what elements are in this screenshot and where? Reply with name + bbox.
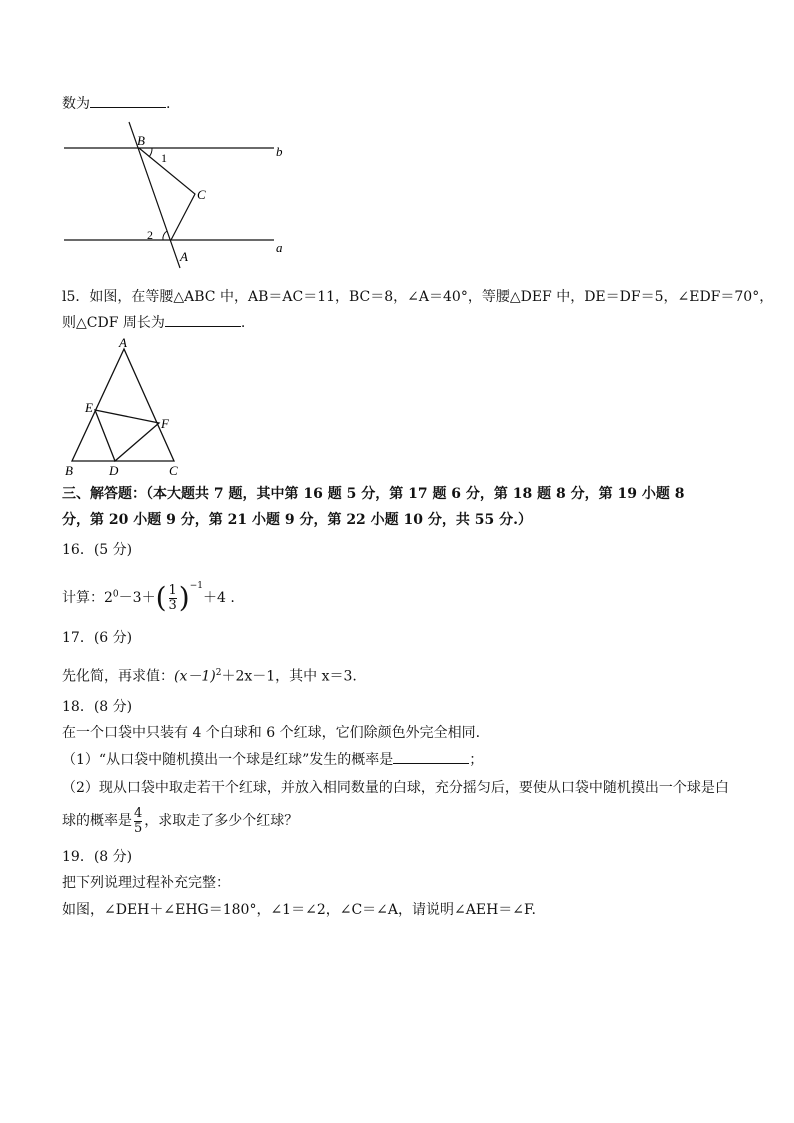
- q17-expr1: (x－1): [174, 668, 216, 685]
- q14-end: .: [166, 96, 171, 112]
- q18-part2-line1: （2）现从口袋中取走若干个红球，并放入相同数量的白球，充分摇匀后，要使从口袋中随机摸出一个球是白: [62, 780, 729, 796]
- q16-mid: －3＋: [118, 590, 156, 606]
- triangle-figure: [60, 334, 190, 482]
- q17-expr2: ＋2x－1，其中 x＝3.: [221, 668, 357, 685]
- label-A2: A: [119, 335, 127, 350]
- label-B2: B: [65, 463, 73, 478]
- q18-part1: [62, 749, 483, 770]
- parallel-lines-figure: [60, 118, 300, 270]
- q16-lparen: (: [155, 581, 167, 614]
- q16-num: 1: [168, 582, 177, 598]
- q18-fraction: [134, 807, 142, 836]
- q17-pre: 先化简，再求值：: [62, 668, 174, 685]
- q18-blank: [393, 749, 469, 764]
- q16-post: ＋4 .: [203, 590, 235, 606]
- q18-num: 4: [134, 805, 143, 821]
- angle2-arc: [163, 231, 167, 240]
- q19-line1: 把下列说理过程补充完整：: [62, 875, 230, 891]
- q18-p2-pre: 球的概率是: [62, 813, 132, 829]
- label-E: E: [85, 400, 93, 415]
- label-C: C: [197, 187, 206, 202]
- q15-blank: [165, 312, 241, 327]
- q15-prompt: 则△CDF 周长为: [62, 315, 165, 331]
- q16-pre: 计算：2: [62, 590, 113, 606]
- q18-p1-text: （1）“从口袋中随机摸出一个球是红球”发生的概率是: [62, 752, 394, 768]
- q16-header: 16．(5 分): [62, 542, 133, 558]
- q14-answer-line: [62, 93, 170, 114]
- q16-rparen: ): [178, 581, 190, 614]
- q16-expression: [62, 566, 235, 618]
- q19-line2: 如图，∠DEH＋∠EHG＝180°，∠1＝∠2，∠C＝∠A，请说明∠AEH＝∠F.: [62, 902, 536, 918]
- label-1: 1: [161, 151, 167, 165]
- section3-line2: 分，第 20 小题 9 分，第 21 小题 9 分，第 22 小题 10 分，共 55 分.）: [62, 512, 533, 528]
- q18-intro: 在一个口袋中只装有 4 个白球和 6 个红球，它们除颜色外完全相同.: [62, 725, 481, 741]
- q17-exp2: 2: [215, 668, 222, 678]
- path-BCA: [139, 148, 195, 240]
- q17-header: 17．(6 分): [62, 630, 133, 646]
- triangle-DEF: [95, 410, 159, 461]
- q16-exp0: 0: [112, 589, 119, 600]
- label-2: 2: [147, 228, 153, 242]
- q14-text: 数为: [62, 96, 90, 112]
- q15-line1: l5．如图，在等腰△ABC 中，AB＝AC＝11，BC＝8，∠A＝40°，等腰△DEF 中，DE＝DF＝5，∠EDF＝70°，: [62, 289, 774, 305]
- label-a: a: [276, 240, 283, 255]
- q14-blank: [90, 93, 166, 108]
- q16-den: 3: [168, 597, 177, 613]
- q18-den: 5: [134, 820, 143, 836]
- angle1-arc: [149, 148, 152, 157]
- label-F: F: [161, 416, 169, 431]
- label-B: B: [137, 133, 145, 148]
- section3-line1: 三、解答题：（本大题共 7 题，其中第 16 题 5 分，第 17 题 6 分，第 18 题 8 分，第 19 小题 8: [62, 486, 685, 502]
- q15-end: .: [240, 315, 246, 331]
- label-C2: C: [169, 463, 178, 478]
- q18-header: 18．(8 分): [62, 699, 133, 715]
- q16-fraction: [169, 584, 177, 613]
- q15-line2: [62, 312, 245, 333]
- label-b: b: [276, 144, 283, 159]
- q18-p2-post: ，求取走了多少个红球？: [144, 813, 299, 829]
- q19-header: 19．(8 分): [62, 849, 133, 865]
- label-A: A: [180, 249, 188, 264]
- label-D: D: [109, 463, 119, 478]
- q18-part2-line2: [62, 803, 298, 839]
- q16-expneg: −1: [189, 581, 204, 591]
- q17-expression: [62, 663, 357, 687]
- q18-p1-end: ；: [469, 752, 484, 768]
